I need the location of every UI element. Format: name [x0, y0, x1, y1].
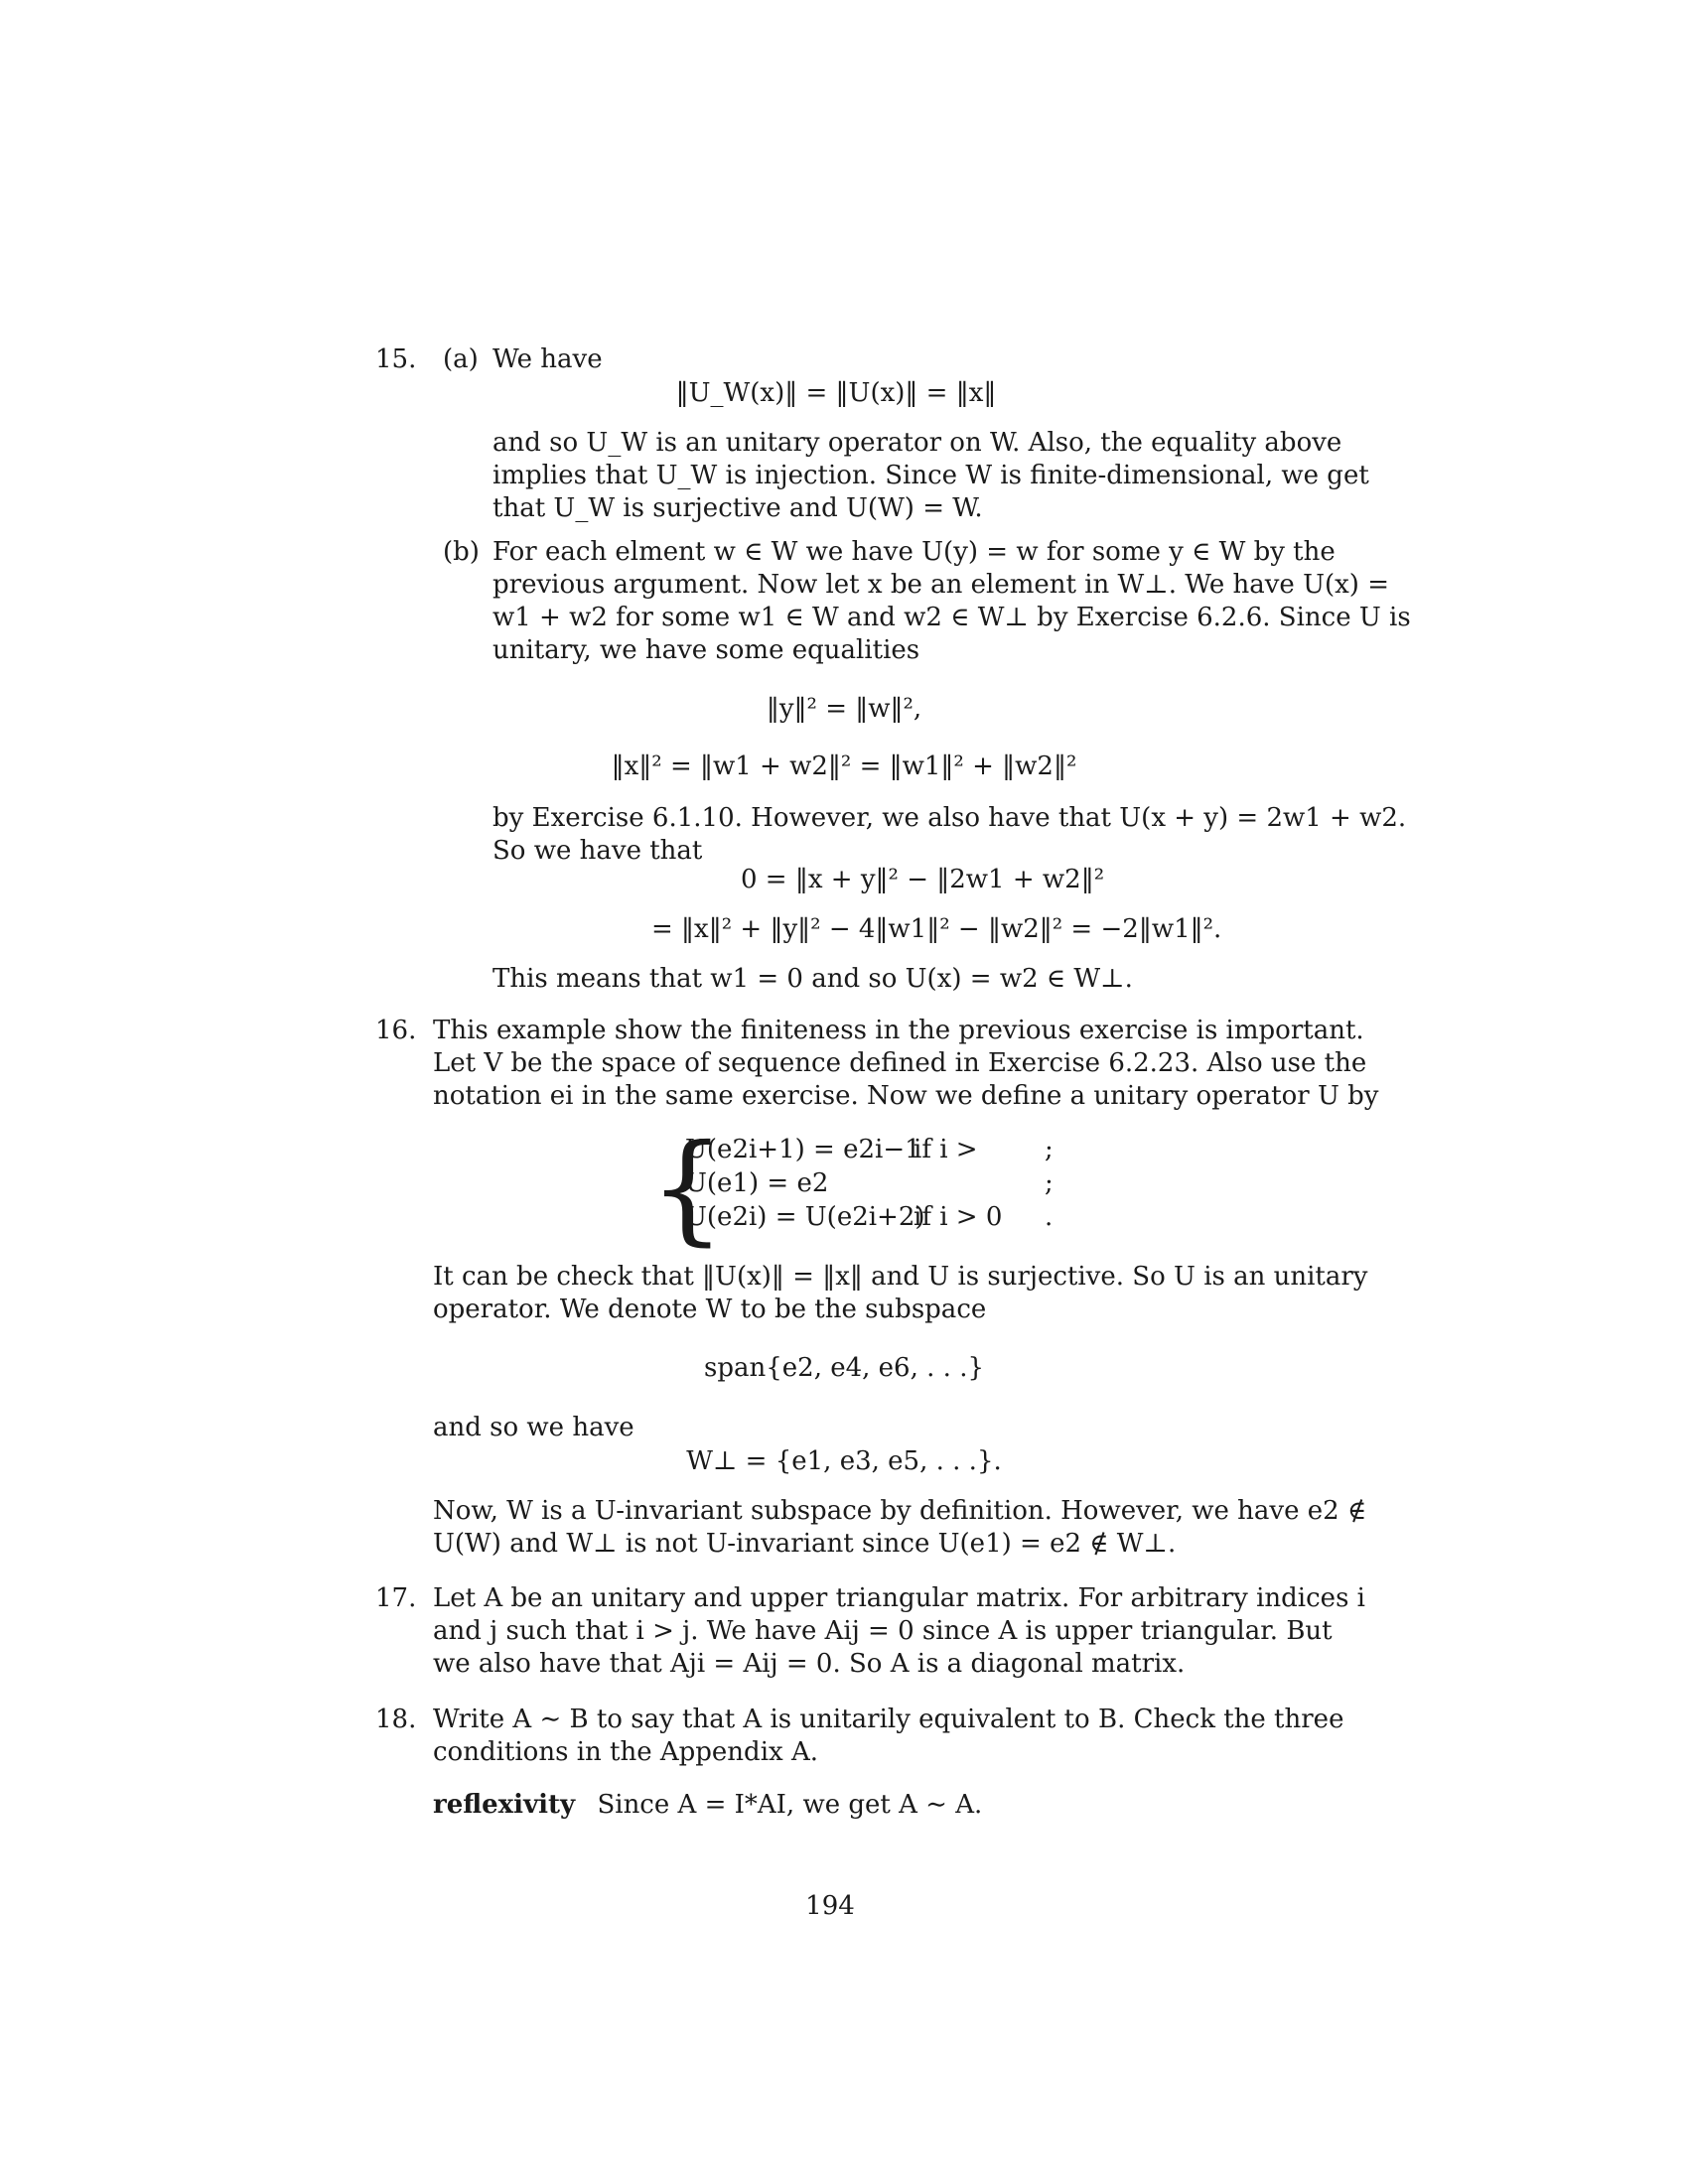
text-line: previous argument. Now let x be an element in W⊥. We have U(x) =	[492, 570, 1389, 600]
part-a-label: (a)	[443, 344, 479, 374]
text-line: Let V be the space of sequence defined in Exercise 6.2.23. Also use the	[433, 1048, 1367, 1078]
equation-y-w: ‖y‖² = ‖w‖²,	[766, 694, 922, 724]
equation-expanded: = ‖x‖² + ‖y‖² − 4‖w1‖² − ‖w2‖² = −2‖w1‖².	[651, 914, 1222, 944]
text-line: So we have that	[492, 836, 703, 866]
part-a-intro: We have	[492, 344, 603, 374]
text-line: This example show the finiteness in the previous exercise is important.	[433, 1016, 1364, 1045]
reflexivity-label: reflexivity	[433, 1790, 576, 1820]
exercise-18-number: 18.	[375, 1705, 417, 1734]
text-line: conditions in the Appendix A.	[433, 1737, 818, 1767]
text-line: This means that w1 = 0 and so U(x) = w2 ∈ W⊥.	[492, 964, 1133, 994]
text-line: we also have that Aji = Aij = 0. So A is a diagonal matrix.	[433, 1649, 1186, 1679]
case-cond: if i > 0	[914, 1202, 1003, 1232]
text-line: It can be check that ‖U(x)‖ = ‖x‖ and U is surjective. So U is an unitary	[433, 1262, 1368, 1292]
case-expr: U(e1) = e2	[685, 1168, 829, 1198]
text-line: implies that U_W is injection. Since W is finite-dimensional, we get	[492, 461, 1369, 490]
case-cond: if i >	[914, 1135, 978, 1164]
exercise-17-number: 17.	[375, 1583, 417, 1613]
equation-x-w1w2: ‖x‖² = ‖w1 + w2‖² = ‖w1‖² + ‖w2‖²	[611, 751, 1077, 781]
text-line: Now, W is a U-invariant subspace by definition. However, we have e2 ∉	[433, 1496, 1367, 1526]
case-end: .	[1045, 1202, 1054, 1232]
page-number: 194	[805, 1891, 855, 1921]
text-line: that U_W is surjective and U(W) = W.	[492, 493, 983, 523]
text-line: Write A ∼ B to say that A is unitarily equivalent to B. Check the three	[433, 1705, 1344, 1734]
reflexivity-row	[433, 1789, 982, 1822]
text-line: w1 + w2 for some w1 ∈ W and w2 ∈ W⊥ by Exercise 6.2.6. Since U is	[492, 603, 1411, 632]
exercise-15-number: 15.	[375, 344, 417, 374]
equation-norm-uw: ‖U_W(x)‖ = ‖U(x)‖ = ‖x‖	[675, 378, 997, 408]
case-end: ;	[1045, 1168, 1054, 1198]
text-line: and so we have	[433, 1413, 634, 1442]
text-line: notation ei in the same exercise. Now we define a unitary operator U by	[433, 1081, 1379, 1111]
case-expr: U(e2i) = U(e2i+2)	[685, 1202, 925, 1232]
equation-span: span{e2, e4, e6, . . .}	[703, 1353, 984, 1383]
text-line: Let A be an unitary and upper triangular matrix. For arbitrary indices i	[433, 1583, 1365, 1613]
text-line: and j such that i > j. We have Aij = 0 since A is upper triangular. But	[433, 1616, 1333, 1646]
reflexivity-text: Since A = I*AI, we get A ∼ A.	[597, 1790, 983, 1820]
text-line: and so U_W is an unitary operator on W. Also, the equality above	[492, 428, 1342, 458]
equation-zero: 0 = ‖x + y‖² − ‖2w1 + w2‖²	[741, 865, 1105, 894]
case-end: ;	[1045, 1135, 1054, 1164]
equation-w-perp: W⊥ = {e1, e3, e5, . . .}.	[686, 1446, 1002, 1476]
exercise-16-number: 16.	[375, 1016, 417, 1045]
text-line: unitary, we have some equalities	[492, 635, 920, 665]
text-line: For each elment w ∈ W we have U(y) = w for some y ∈ W by the	[492, 537, 1336, 567]
part-b-label: (b)	[443, 537, 480, 567]
left-brace: {	[649, 1120, 726, 1258]
text-line: U(W) and W⊥ is not U-invariant since U(e1) = e2 ∉ W⊥.	[433, 1529, 1177, 1559]
text-line: operator. We denote W to be the subspace	[433, 1295, 987, 1324]
text-line: by Exercise 6.1.10. However, we also have that U(x + y) = 2w1 + w2.	[492, 803, 1407, 833]
case-expr: U(e2i+1) = e2i−1	[685, 1135, 921, 1164]
